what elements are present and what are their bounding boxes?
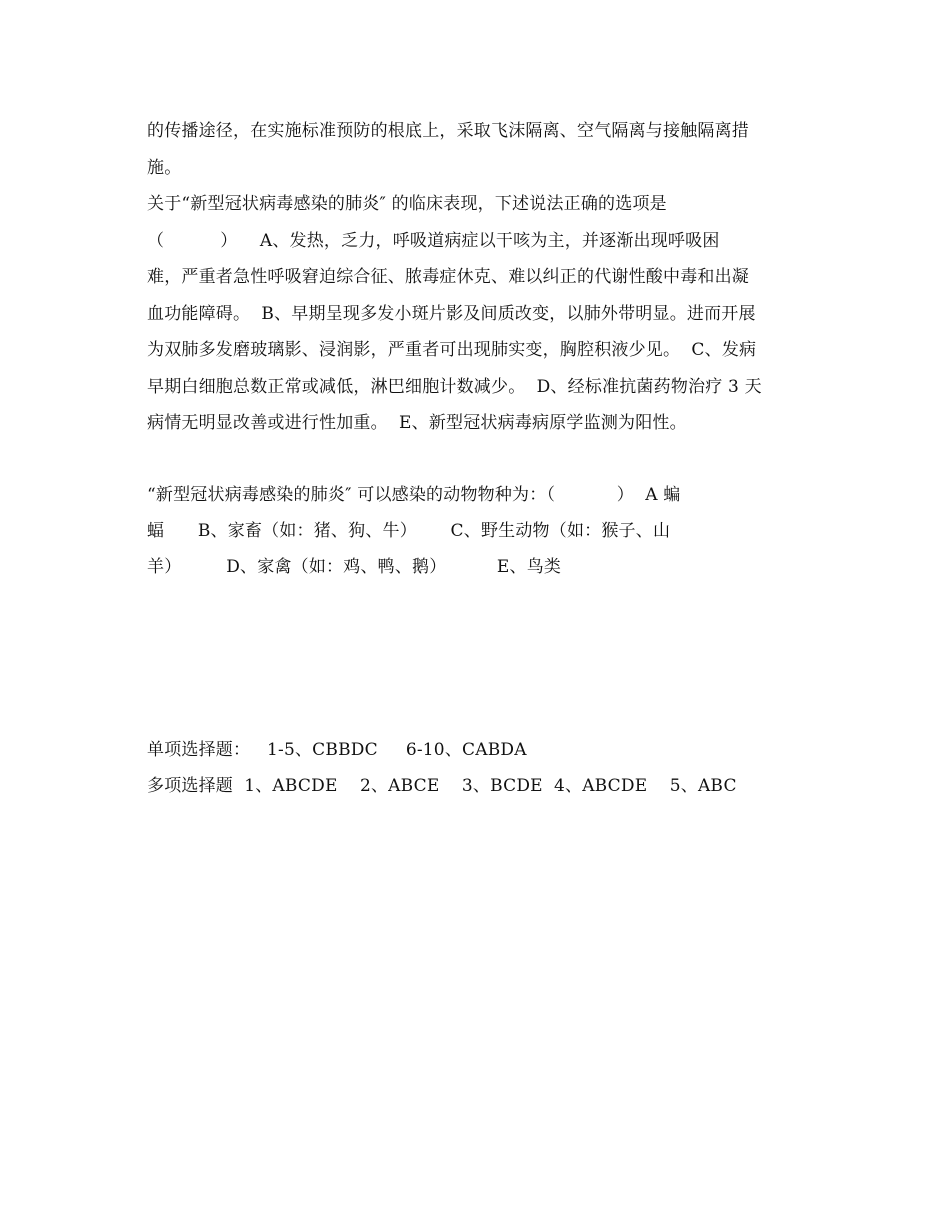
answer-key-single: 单项选择题： 1-5、CBBDC 6-10、CABDA	[147, 740, 527, 760]
text-line: 病情无明显改善或进行性加重。 E、新型冠状病毒病原学监测为阳性。	[147, 413, 687, 433]
text-line: 的传播途径，在实施标准预防的根底上，采取飞沫隔离、空气隔离与接触隔离措	[147, 121, 749, 141]
question-3-stem: 关于“新型冠状病毒感染的肺炎″ 的临床表现，下述说法正确的选项是	[147, 194, 667, 214]
answer-key-multiple: 多项选择题 1、ABCDE 2、ABCE 3、BCDE 4、ABCDE 5、ABC	[147, 776, 737, 796]
text-line: 为双肺多发磨玻璃影、浸润影，严重者可出现肺实变，胸腔积液少见。 C、发病	[147, 340, 757, 360]
question-4-stem: “新型冠状病毒感染的肺炎″ 可以感染的动物物种为：（ ） A 蝙	[147, 485, 681, 505]
text-line: 血功能障碍。 B、早期呈现多发小斑片影及间质改变，以肺外带明显。进而开展	[147, 304, 756, 324]
text-line: 早期白细胞总数正常或减低，淋巴细胞计数减少。 D、经标准抗菌药物治疗 3 天	[147, 377, 762, 397]
text-line: 难，严重者急性呼吸窘迫综合征、脓毒症休克、难以纠正的代谢性酸中毒和出凝	[147, 267, 749, 287]
text-line: 蝠 B、家畜（如：猪、狗、牛） C、野生动物（如：猴子、山	[147, 521, 671, 541]
text-line: 施。	[147, 158, 182, 178]
question-3-option-line: （ ） A、发热，乏力，呼吸道病症以干咳为主，并逐渐出现呼吸困	[147, 231, 720, 251]
text-line: 羊） D、家禽（如：鸡、鸭、鹅） E、鸟类	[147, 557, 562, 577]
